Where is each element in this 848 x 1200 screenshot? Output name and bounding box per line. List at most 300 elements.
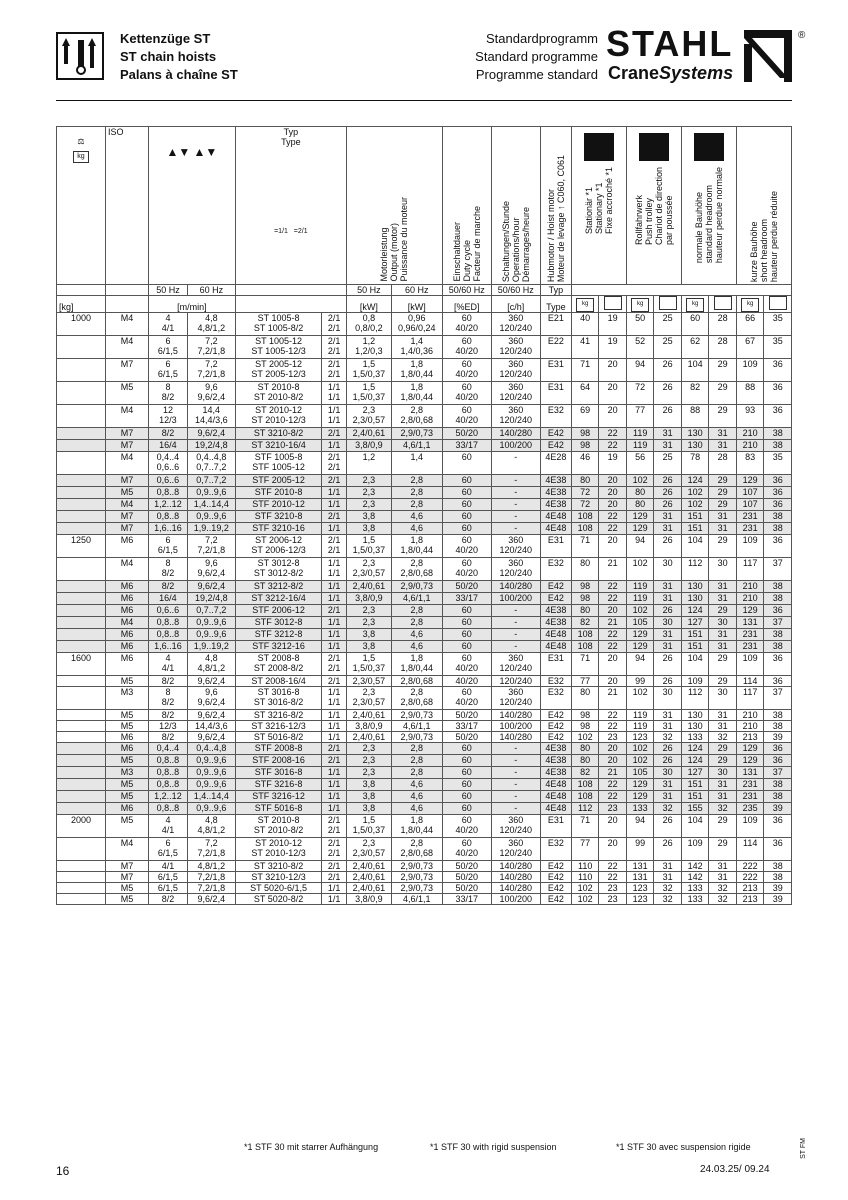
chain-hoist-icon (56, 32, 104, 80)
dimension-cell: 119 (626, 721, 654, 732)
logo-sub-crane: Crane (608, 63, 660, 83)
dimension-cell: 114 (736, 838, 764, 861)
operations-cell: 360 120/240 (491, 687, 540, 710)
hz-empty-2 (106, 285, 149, 296)
dimension-cell: 31 (709, 440, 737, 452)
dimension-cell: 21 (599, 617, 627, 629)
dimension-cell: 32 (654, 883, 682, 894)
speed-60-cell: 1,9..19,2 (187, 523, 235, 535)
table-row (57, 861, 792, 872)
dimension-cell: 31 (709, 710, 737, 721)
dimension-cell: 20 (599, 475, 627, 487)
iso-cell: M6 (106, 743, 149, 755)
kg-icon: kg (73, 151, 89, 163)
dimension-cell: 25 (654, 452, 682, 475)
dimension-cell: 36 (764, 359, 792, 382)
dimension-cell: 94 (626, 535, 654, 558)
reeving-cell: 2/1 (322, 861, 347, 872)
dimension-cell: 29 (709, 535, 737, 558)
dimension-cell: 36 (764, 838, 792, 861)
dimension-cell: 98 (571, 581, 599, 593)
speed-50-cell: 0,6..6 (149, 475, 188, 487)
iso-cell: M7 (106, 359, 149, 382)
type-cell: STF 1005-8 STF 1005-12 (235, 452, 322, 475)
speed-50-cell: 16/4 (149, 593, 188, 605)
reeving-cell: 2/1 2/1 (322, 336, 347, 359)
reeving-1-1: =1/1 (274, 228, 288, 235)
type-cell: ST 5016-8/2 (235, 732, 322, 743)
dimension-cell: 30 (709, 767, 737, 779)
dimension-cell: 129 (626, 641, 654, 653)
iso-cell: M6 (106, 732, 149, 743)
load-cell (57, 605, 106, 617)
dimension-cell: 102 (681, 487, 709, 499)
dimension-cell: 62 (681, 336, 709, 359)
footnote-de: *1 STF 30 mit starrer Aufhängung (244, 1142, 379, 1152)
speed-60-cell: 9,6/2,4 (187, 428, 235, 440)
type-cell: ST 5020-8/2 (235, 894, 322, 905)
dimension-cell: 102 (626, 605, 654, 617)
dimension-cell: 235 (736, 803, 764, 815)
power-60-cell: 1,8 1,8/0,44 (391, 653, 442, 676)
power-60-cell: 1,8 1,8/0,44 (391, 382, 442, 405)
power-60-cell: 2,8 (391, 743, 442, 755)
dimension-cell: 31 (654, 523, 682, 535)
dimension-cell: 31 (709, 581, 737, 593)
dimension-cell: 94 (626, 815, 654, 838)
power-50-cell: 2,3 (346, 499, 391, 511)
dimension-cell: 35 (764, 313, 792, 336)
dimension-cell: 60 (681, 313, 709, 336)
speed-50-cell: 0,8..8 (149, 755, 188, 767)
dimension-cell: 56 (626, 452, 654, 475)
power-50-cell: 0,8 0,8/0,2 (346, 313, 391, 336)
reeving-cell: 1/1 (322, 791, 347, 803)
dimension-cell: 210 (736, 593, 764, 605)
hz50-power: 50 Hz (346, 285, 391, 296)
dimension-cell: 130 (681, 581, 709, 593)
dimension-cell: 31 (709, 511, 737, 523)
iso-cell: M5 (106, 676, 149, 687)
table-row (57, 815, 792, 838)
iso-cell: M6 (106, 605, 149, 617)
speed-60-cell: 7,2 7,2/1,8 (187, 359, 235, 382)
hz-empty-1 (57, 285, 106, 296)
dimension-cell: 31 (709, 791, 737, 803)
unit-type: Type (540, 296, 571, 313)
speed-50-cell: 6/1,5 (149, 883, 188, 894)
iso-cell: M3 (106, 687, 149, 710)
dimension-cell: 151 (681, 791, 709, 803)
short-headroom-label: kurze Bauhöhe short headroom hauteur perdue réduite (748, 190, 779, 282)
dimension-cell: 80 (626, 487, 654, 499)
motor-cell: 4E38 (540, 605, 571, 617)
iso-cell: M3 (106, 767, 149, 779)
power-60-cell: 1,8 1,8/0,44 (391, 359, 442, 382)
dimension-cell: 40 (571, 313, 599, 336)
dimension-cell: 46 (571, 452, 599, 475)
type-cell: ST 2010-12 ST 2010-12/3 (235, 838, 322, 861)
dimension-cell: 69 (571, 405, 599, 428)
power-50-cell: 2,3 (346, 487, 391, 499)
dimension-cell: 21 (599, 767, 627, 779)
type-header-en: Type (281, 137, 301, 147)
hz60-speed: 60 Hz (187, 285, 235, 296)
dimension-cell: 127 (681, 767, 709, 779)
reeving-cell: 2/1 2/1 (322, 838, 347, 861)
dimension-cell: 108 (571, 511, 599, 523)
type-cell: ST 3012-8 ST 3012-8/2 (235, 558, 322, 581)
duty-cell: 60 (442, 511, 491, 523)
iso-cell: M6 (106, 653, 149, 676)
power-60-cell: 1,4 1,4/0,36 (391, 336, 442, 359)
dimension-cell: 130 (681, 593, 709, 605)
dimension-cell: 98 (571, 440, 599, 452)
operations-cell: - (491, 755, 540, 767)
dimension-cell: 130 (681, 428, 709, 440)
unit-empty-2 (235, 296, 346, 313)
dimension-cell: 112 (571, 803, 599, 815)
iso-cell: M6 (106, 593, 149, 605)
speed-50-cell: 8 8/2 (149, 558, 188, 581)
iso-cell: M5 (106, 791, 149, 803)
speed-50-cell: 0,8..8 (149, 803, 188, 815)
power-50-cell: 1,2 (346, 452, 391, 475)
dimension-cell: 31 (654, 629, 682, 641)
duty-cell: 60 (442, 499, 491, 511)
dimension-cell: 72 (571, 487, 599, 499)
motor-cell: E42 (540, 593, 571, 605)
hz-empty-3 (235, 285, 346, 296)
speed-60-cell: 0,9..9,6 (187, 629, 235, 641)
speed-50-cell: 4 4/1 (149, 313, 188, 336)
motor-cell: E42 (540, 710, 571, 721)
dimension-cell: 151 (681, 641, 709, 653)
speed-60-cell: 4,8/1,2 (187, 861, 235, 872)
table-row (57, 883, 792, 894)
dimension-cell: 109 (681, 838, 709, 861)
dimension-cell: 22 (599, 641, 627, 653)
speed-50-cell: 0,8..8 (149, 617, 188, 629)
header-divider (56, 100, 792, 101)
power-60-cell: 2,8 (391, 755, 442, 767)
speed-50-cell: 6 6/1,5 (149, 336, 188, 359)
dimension-cell: 31 (654, 710, 682, 721)
duty-cycle-header (442, 127, 491, 285)
dimension-cell: 38 (764, 791, 792, 803)
type-cell: ST 2008-16/4 (235, 676, 322, 687)
operations-header (491, 127, 540, 285)
power-50-cell: 3,8 (346, 641, 391, 653)
stahl-logo-word: STAHL (606, 23, 734, 64)
motor-cell: E42 (540, 883, 571, 894)
dimension-cell: 39 (764, 883, 792, 894)
dim-kg-icon: kg (681, 296, 709, 313)
motor-cell: 4E48 (540, 523, 571, 535)
power-50-cell: 1,5 1,5/0,37 (346, 359, 391, 382)
speed-arrows-icon: ▲▼ ▲▼ (166, 145, 218, 159)
dimension-cell: 124 (681, 605, 709, 617)
stahl-logo-mark-icon (744, 30, 792, 82)
speed-60-cell: 7,2 7,2/1,8 (187, 535, 235, 558)
power-50-cell: 2,4/0,61 (346, 861, 391, 872)
motor-cell: E42 (540, 721, 571, 732)
load-cell (57, 593, 106, 605)
iso-cell: M6 (106, 629, 149, 641)
dimension-cell: 124 (681, 755, 709, 767)
power-50-cell: 1,5 1,5/0,37 (346, 653, 391, 676)
power-60-cell: 2,8 (391, 475, 442, 487)
load-cell (57, 617, 106, 629)
dimension-cell: 30 (709, 687, 737, 710)
speed-50-cell: 4/1 (149, 861, 188, 872)
dimension-cell: 32 (654, 803, 682, 815)
dimension-cell: 20 (599, 382, 627, 405)
iso-cell: M4 (106, 405, 149, 428)
dimension-cell: 129 (626, 791, 654, 803)
duty-cell: 33/17 (442, 721, 491, 732)
load-cell (57, 359, 106, 382)
operations-cell: - (491, 617, 540, 629)
power-60-cell: 4,6/1,1 (391, 894, 442, 905)
type-cell: STF 3216-12 (235, 791, 322, 803)
power-60-cell: 4,6/1,1 (391, 593, 442, 605)
dimension-cell: 231 (736, 511, 764, 523)
load-cell (57, 511, 106, 523)
power-50-cell: 2,3 (346, 755, 391, 767)
operations-cell: 360 120/240 (491, 558, 540, 581)
load-cell (57, 523, 106, 535)
power-60-cell: 1,4 (391, 452, 442, 475)
dimension-cell: 38 (764, 710, 792, 721)
speed-60-cell: 4,8 4,8/1,2 (187, 653, 235, 676)
dimension-cell: 23 (599, 732, 627, 743)
stationary-label: Stationär *1 Stationary *1 Fixe accroché *1 (583, 167, 614, 235)
power-50-cell: 2,3 2,3/0,57 (346, 838, 391, 861)
dimension-cell: 83 (736, 452, 764, 475)
operations-cell: 120/240 (491, 676, 540, 687)
speed-60-cell: 0,9..9,6 (187, 617, 235, 629)
speed-50-cell: 8/2 (149, 676, 188, 687)
reeving-cell: 2/1 2/1 (322, 313, 347, 336)
header-titles (120, 30, 238, 84)
dimension-cell: 38 (764, 629, 792, 641)
power-60-cell: 2,8 (391, 605, 442, 617)
dimension-cell: 109 (736, 535, 764, 558)
table-row (57, 511, 792, 523)
power-60-cell: 4,6 (391, 523, 442, 535)
table-row (57, 523, 792, 535)
power-60-cell: 2,8 2,8/0,68 (391, 405, 442, 428)
duty-cell: 60 40/20 (442, 558, 491, 581)
motor-cell: 4E48 (540, 511, 571, 523)
trolley-headroom-icon (684, 133, 734, 163)
dimension-cell: 36 (764, 605, 792, 617)
dimension-cell: 117 (736, 558, 764, 581)
dimension-cell: 129 (626, 523, 654, 535)
motor-cell: E42 (540, 861, 571, 872)
dimension-cell: 26 (654, 405, 682, 428)
speed-60-cell: 0,9..9,6 (187, 779, 235, 791)
dimension-cell: 210 (736, 428, 764, 440)
duty-cell: 60 (442, 523, 491, 535)
dimension-cell: 23 (599, 883, 627, 894)
reeving-cell: 2/1 2/1 (322, 653, 347, 676)
iso-cell: M6 (106, 803, 149, 815)
motor-cell: 4E28 (540, 452, 571, 475)
speed-50-cell: 4 4/1 (149, 653, 188, 676)
power-50-cell: 2,3 (346, 475, 391, 487)
dimension-cell: 31 (709, 721, 737, 732)
iso-cell: M7 (106, 523, 149, 535)
load-cell (57, 336, 106, 359)
duty-cell: 60 (442, 475, 491, 487)
duty-cycle-label: Einschaltdauer Duty cycle Facteur de marche (451, 206, 482, 282)
operations-cell: - (491, 767, 540, 779)
dimension-cell: 119 (626, 710, 654, 721)
dimension-cell: 20 (599, 499, 627, 511)
speed-50-cell: 16/4 (149, 440, 188, 452)
speed-50-cell: 0,4..4 (149, 743, 188, 755)
motor-power-label: Motorleistung Output (motor) Puissance du moteur (379, 197, 410, 282)
dimension-cell: 131 (736, 767, 764, 779)
dimension-cell: 38 (764, 511, 792, 523)
dimension-cell: 119 (626, 581, 654, 593)
reeving-icon (238, 227, 344, 237)
dimension-cell: 31 (709, 641, 737, 653)
dimension-cell: 31 (654, 861, 682, 872)
motor-cell: E31 (540, 653, 571, 676)
dimension-cell: 31 (709, 428, 737, 440)
table-row (57, 687, 792, 710)
dimension-cell: 231 (736, 641, 764, 653)
operations-cell: 360 120/240 (491, 405, 540, 428)
power-60-cell: 2,9/0,73 (391, 428, 442, 440)
iso-cell: M4 (106, 452, 149, 475)
hz-empty-4 (571, 285, 791, 296)
power-50-cell: 3,8 (346, 511, 391, 523)
dimension-cell: 37 (764, 558, 792, 581)
type-cell: ST 2005-12 ST 2005-12/3 (235, 359, 322, 382)
table-row (57, 558, 792, 581)
motor-cell: E42 (540, 428, 571, 440)
dimension-cell: 20 (599, 838, 627, 861)
power-50-cell: 2,3 2,3/0,57 (346, 405, 391, 428)
speed-50-cell: 4 4/1 (149, 815, 188, 838)
dimension-cell: 107 (736, 487, 764, 499)
reeving-cell: 1/1 (322, 440, 347, 452)
motor-cell: E42 (540, 894, 571, 905)
power-60-cell: 4,6/1,1 (391, 440, 442, 452)
operations-cell: 360 120/240 (491, 838, 540, 861)
speed-50-cell: 0,8..8 (149, 767, 188, 779)
reeving-cell: 2/1 (322, 511, 347, 523)
dimension-cell: 36 (764, 382, 792, 405)
dimension-cell: 71 (571, 815, 599, 838)
dimension-cell: 102 (681, 499, 709, 511)
table-row (57, 838, 792, 861)
dimension-cell: 151 (681, 511, 709, 523)
speed-header (149, 127, 236, 285)
power-60-cell: 4,6 (391, 511, 442, 523)
dimension-cell: 20 (599, 755, 627, 767)
dimension-cell: 105 (626, 767, 654, 779)
dimension-cell: 109 (681, 676, 709, 687)
type-cell: ST 3212-8/2 (235, 581, 322, 593)
dimension-cell: 82 (681, 382, 709, 405)
iso-cell: M7 (106, 511, 149, 523)
dimension-cell: 31 (654, 779, 682, 791)
duty-cell: 60 (442, 487, 491, 499)
dimension-cell: 28 (709, 313, 737, 336)
duty-cell: 60 (442, 779, 491, 791)
dimension-cell: 151 (681, 523, 709, 535)
speed-50-cell: 8 8/2 (149, 382, 188, 405)
motor-cell: 4E48 (540, 779, 571, 791)
type-cell: ST 3210-12/3 (235, 872, 322, 883)
speed-60-cell: 7,2 7,2/1,8 (187, 336, 235, 359)
stationary-header (571, 127, 626, 285)
type-cell: ST 3210-8/2 (235, 428, 322, 440)
speed-50-cell: 8/2 (149, 428, 188, 440)
motor-cell: E31 (540, 535, 571, 558)
power-60-cell: 2,8 (391, 767, 442, 779)
dimension-cell: 31 (709, 523, 737, 535)
dimension-cell: 129 (736, 743, 764, 755)
dimension-cell: 110 (571, 861, 599, 872)
duty-cell: 40/20 (442, 676, 491, 687)
type-cell: ST 2010-8 ST 2010-8/2 (235, 382, 322, 405)
dimension-cell: 29 (709, 838, 737, 861)
dimension-cell: 39 (764, 732, 792, 743)
dimension-cell: 213 (736, 894, 764, 905)
iso-cell: M7 (106, 872, 149, 883)
operations-cell: - (491, 791, 540, 803)
load-cell (57, 405, 106, 428)
iso-cell: M4 (106, 558, 149, 581)
power-50-cell: 2,3 (346, 605, 391, 617)
duty-cell: 50/20 (442, 581, 491, 593)
dimension-cell: 35 (764, 452, 792, 475)
type-cell: STF 2008-8 (235, 743, 322, 755)
power-50-cell: 2,4/0,61 (346, 710, 391, 721)
dimension-cell: 222 (736, 861, 764, 872)
iso-cell: M4 (106, 617, 149, 629)
dimension-cell: 104 (681, 359, 709, 382)
load-cell (57, 687, 106, 710)
dimension-cell: 94 (626, 359, 654, 382)
speed-60-cell: 9,6/2,4 (187, 676, 235, 687)
dimension-cell: 31 (654, 428, 682, 440)
motor-cell: 4E38 (540, 617, 571, 629)
operations-cell: - (491, 475, 540, 487)
dimension-cell: 213 (736, 732, 764, 743)
dimension-cell: 88 (736, 382, 764, 405)
dimension-cell: 210 (736, 721, 764, 732)
unit-kw-60: [kW] (391, 296, 442, 313)
reeving-cell: 1/1 (322, 779, 347, 791)
speed-60-cell: 9,6/2,4 (187, 710, 235, 721)
load-cell (57, 721, 106, 732)
load-cell: 1250 (57, 535, 106, 558)
load-cell (57, 710, 106, 721)
dimension-cell: 102 (626, 743, 654, 755)
dimension-cell: 26 (654, 475, 682, 487)
dimension-cell: 50 (626, 313, 654, 336)
dimension-cell: 19 (599, 336, 627, 359)
type-cell: STF 3216-8 (235, 779, 322, 791)
duty-cell: 60 40/20 (442, 838, 491, 861)
